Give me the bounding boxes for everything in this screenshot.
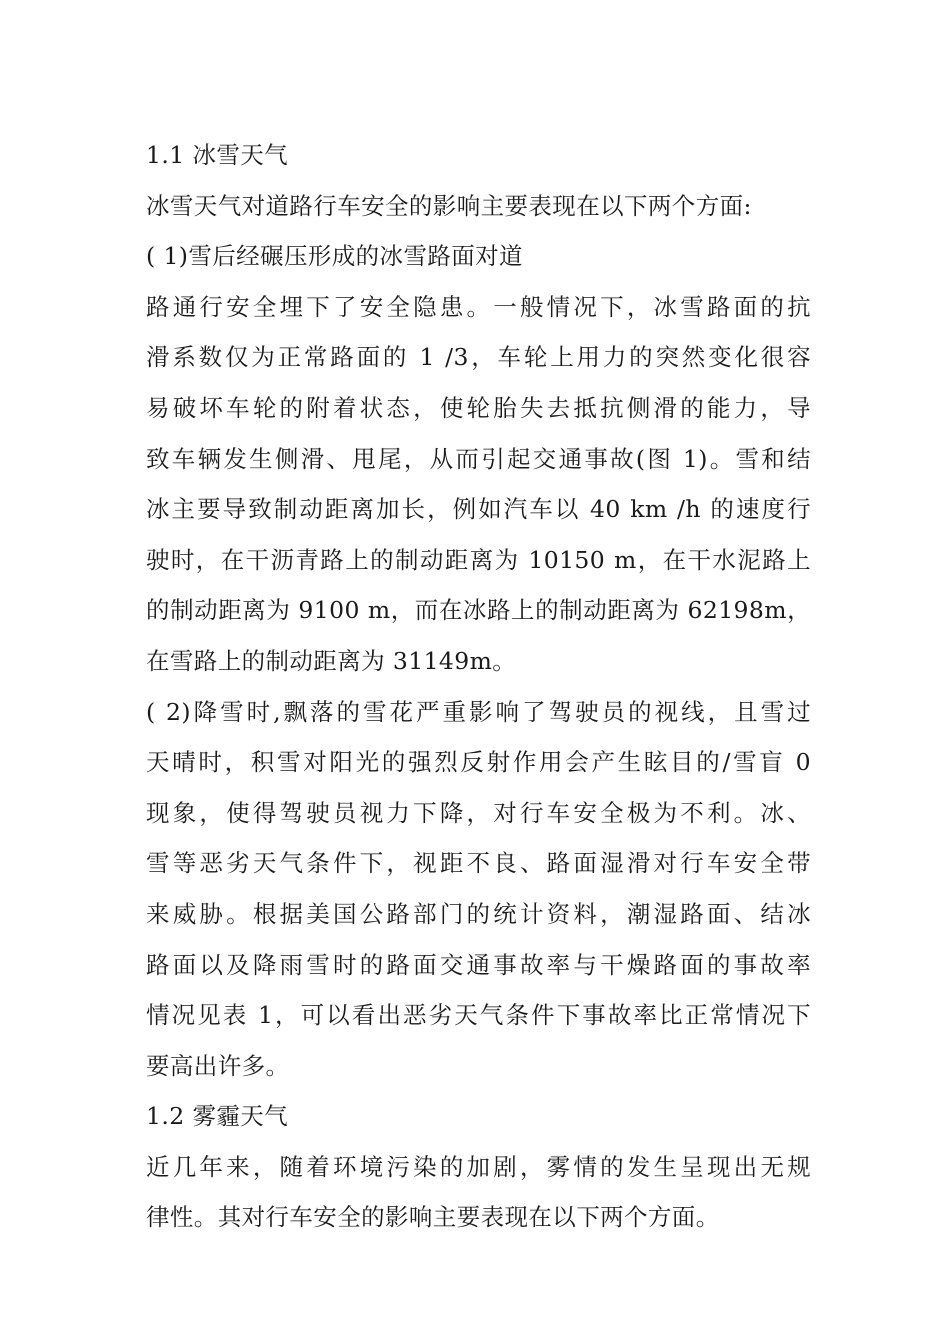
paragraph-item-1 bbox=[146, 231, 811, 686]
paragraph-line: 驶时，在干沥青路上的制动距离为 10150 m，在干水泥路上 bbox=[146, 545, 811, 574]
paragraph-item-2 bbox=[146, 687, 811, 1092]
paragraph-line: 易破坏车轮的附着状态，使轮胎失去抵抗侧滑的能力，导 bbox=[146, 393, 811, 422]
paragraph-line: 的制动距离为 9100 m，而在冰路上的制动距离为 62198m， bbox=[146, 596, 811, 625]
paragraph-line: 路通行安全埋下了安全隐患。一般情况下，冰雪路面的抗 bbox=[146, 292, 811, 321]
paragraph-line: 致车辆发生侧滑、甩尾，从而引起交通事故(图 1)。雪和结 bbox=[146, 444, 811, 473]
paragraph-line: 天晴时，积雪对阳光的强烈反射作用会产生眩目的/雪盲 0 bbox=[146, 748, 811, 777]
paragraph-line: 滑系数仅为正常路面的 1 /3，车轮上用力的突然变化很容 bbox=[146, 343, 811, 372]
paragraph-line: 雪等恶劣天气条件下，视距不良、路面湿滑对行车安全带 bbox=[146, 849, 811, 878]
paragraph-section-2 bbox=[146, 1142, 811, 1243]
paragraph-line: 要高出许多。 bbox=[146, 1051, 290, 1080]
paragraph-line: 在雪路上的制动距离为 31149m。 bbox=[146, 646, 517, 675]
paragraph-line: 现象，使得驾驶员视力下降，对行车安全极为不利。冰、 bbox=[146, 798, 811, 827]
section-intro: 冰雪天气对道路行车安全的影响主要表现在以下两个方面: bbox=[146, 191, 752, 220]
paragraph-line: ( 1)雪后经碾压形成的冰雪路面对道 bbox=[146, 242, 523, 271]
paragraph-line: 情况见表 1，可以看出恶劣天气条件下事故率比正常情况下 bbox=[146, 1001, 811, 1030]
paragraph-line: 路面以及降雨雪时的路面交通事故率与干燥路面的事故率 bbox=[146, 950, 811, 979]
paragraph-line: 冰主要导致制动距离加长，例如汽车以 40 km /h 的速度行 bbox=[146, 495, 811, 524]
paragraph-line: 近几年来，随着环境污染的加剧，雾情的发生呈现出无规 bbox=[146, 1152, 811, 1181]
section-heading-1-2: 1.2 雾霾天气 bbox=[146, 1102, 289, 1131]
paragraph-line: 律性。其对行车安全的影响主要表现在以下两个方面。 bbox=[146, 1203, 720, 1232]
document-body bbox=[146, 130, 811, 1243]
section-heading-1-1: 1.1 冰雪天气 bbox=[146, 141, 289, 169]
paragraph-line: ( 2)降雪时,飘落的雪花严重影响了驾驶员的视线，且雪过 bbox=[146, 697, 811, 726]
paragraph-line: 来威胁。根据美国公路部门的统计资料，潮湿路面、结冰 bbox=[146, 899, 811, 928]
